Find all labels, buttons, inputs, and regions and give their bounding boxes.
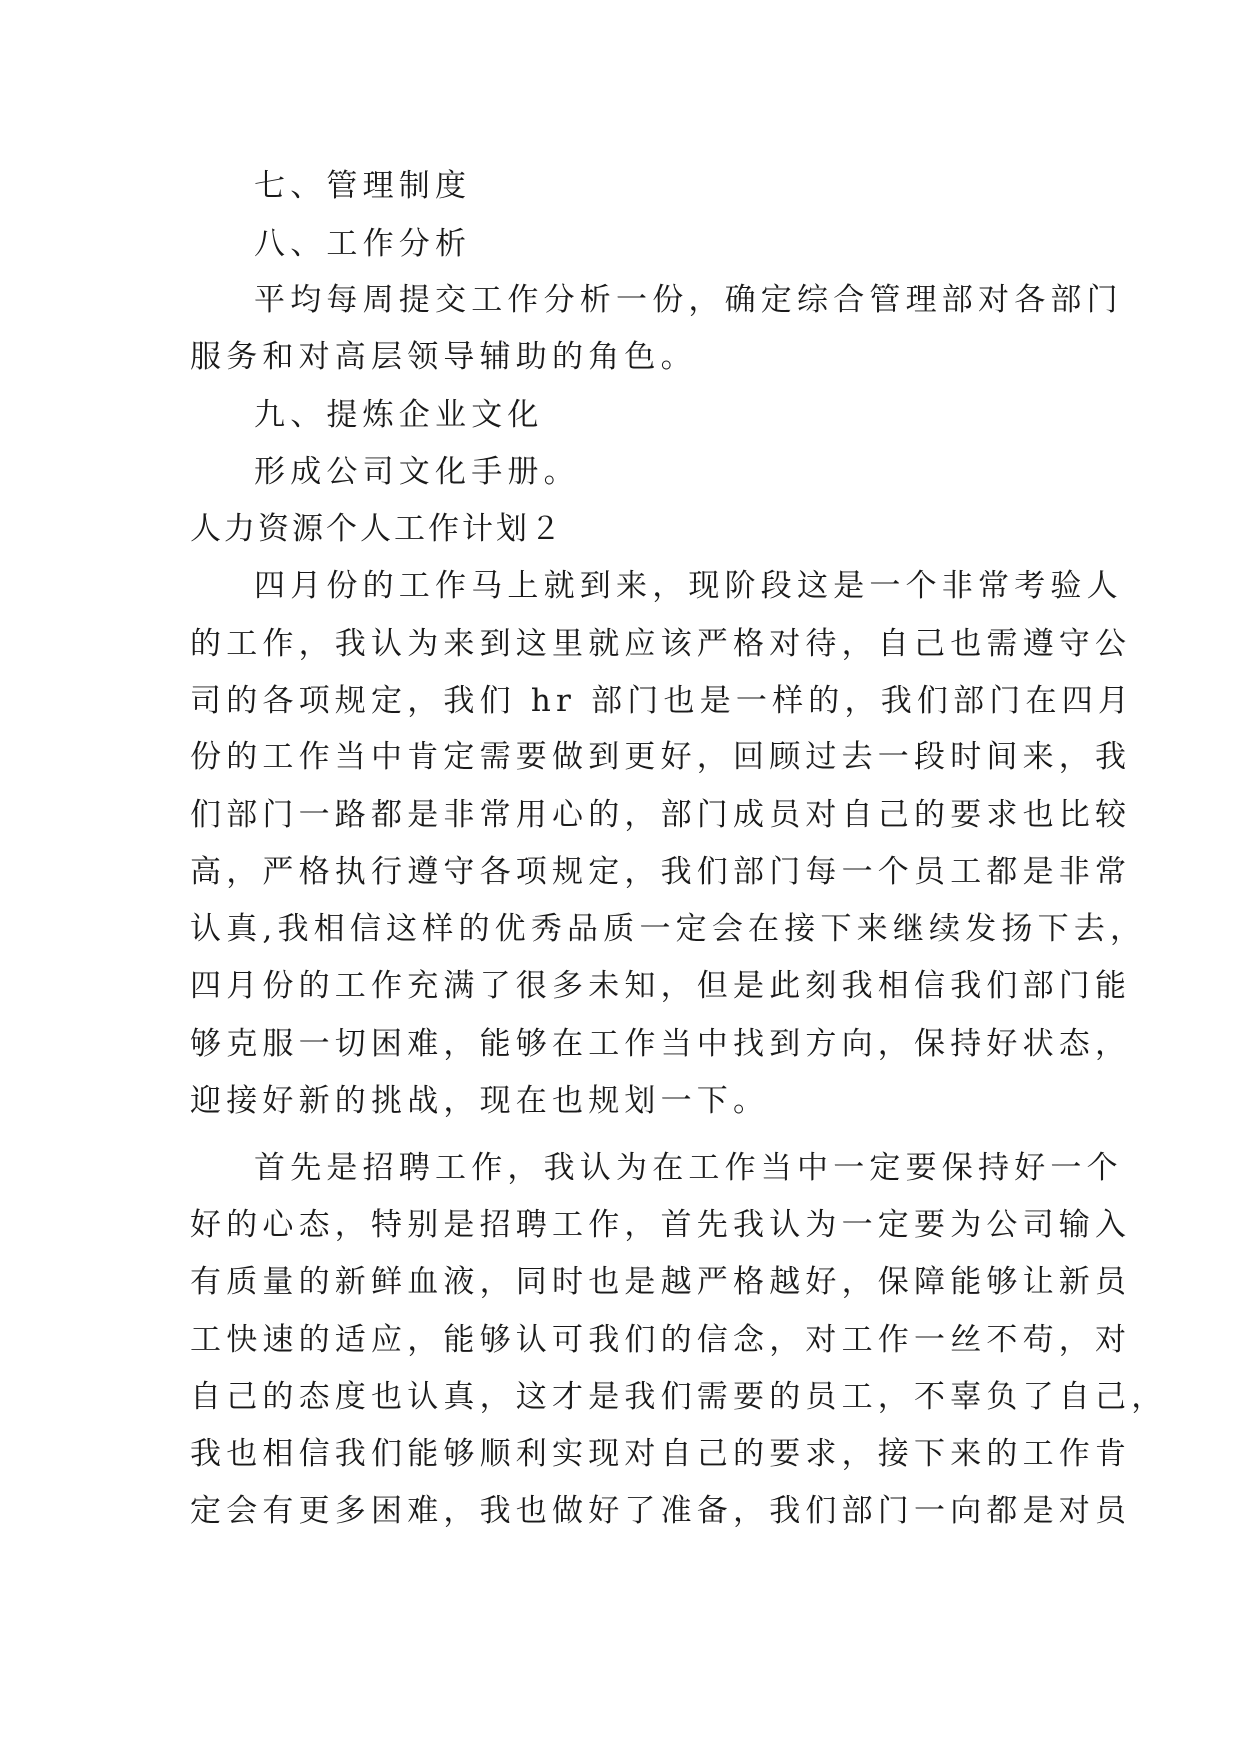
- section-title: 人力资源个人工作计划２: [190, 511, 564, 547]
- paragraph-line: 平均每周提交工作分析一份，确定综合管理部对各部门: [254, 282, 1123, 318]
- paragraph-line: 定会有更多困难，我也做好了准备，我们部门一向都是对员: [190, 1493, 1132, 1529]
- paragraph-line: 的工作，我认为来到这里就应该严格对待，自己也需遵守公: [190, 626, 1132, 662]
- paragraph-line: 好的心态，特别是招聘工作，首先我认为一定要为公司输入: [190, 1207, 1132, 1243]
- paragraph-line: 高，严格执行遵守各项规定，我们部门每一个员工都是非常: [190, 854, 1132, 890]
- paragraph-line: 四月份的工作马上就到来，现阶段这是一个非常考验人: [254, 568, 1123, 604]
- paragraph-line: 认真,我相信这样的优秀品质一定会在接下来继续发扬下去，: [190, 911, 1147, 947]
- heading-work-analysis: 八、工作分析: [254, 226, 472, 262]
- heading-management-system: 七、管理制度: [254, 168, 472, 204]
- paragraph-line: 形成公司文化手册。: [254, 454, 580, 490]
- paragraph-line: 司的各项规定，我们 hr 部门也是一样的，我们部门在四月: [190, 683, 1135, 719]
- paragraph-line: 份的工作当中肯定需要做到更好，回顾过去一段时间来，我: [190, 739, 1132, 775]
- paragraph-line: 首先是招聘工作，我认为在工作当中一定要保持好一个: [254, 1150, 1123, 1186]
- paragraph-line: 服务和对高层领导辅助的角色。: [190, 339, 697, 375]
- paragraph-line: 迎接好新的挑战，现在也规划一下。: [190, 1083, 770, 1119]
- paragraph-line: 我也相信我们能够顺利实现对自己的要求，接下来的工作肯: [190, 1436, 1132, 1472]
- paragraph-line: 够克服一切困难，能够在工作当中找到方向，保持好状态，: [190, 1026, 1132, 1062]
- paragraph-line: 工快速的适应，能够认可我们的信念，对工作一丝不苟，对: [190, 1322, 1132, 1358]
- paragraph-line: 四月份的工作充满了很多未知，但是此刻我相信我们部门能: [190, 968, 1132, 1004]
- paragraph-line: 们部门一路都是非常用心的，部门成员对自己的要求也比较: [190, 797, 1132, 833]
- paragraph-line: 自己的态度也认真，这才是我们需要的员工，不辜负了自己，: [190, 1379, 1168, 1415]
- heading-corporate-culture: 九、提炼企业文化: [254, 397, 544, 433]
- paragraph-line: 有质量的新鲜血液，同时也是越严格越好，保障能够让新员: [190, 1264, 1132, 1300]
